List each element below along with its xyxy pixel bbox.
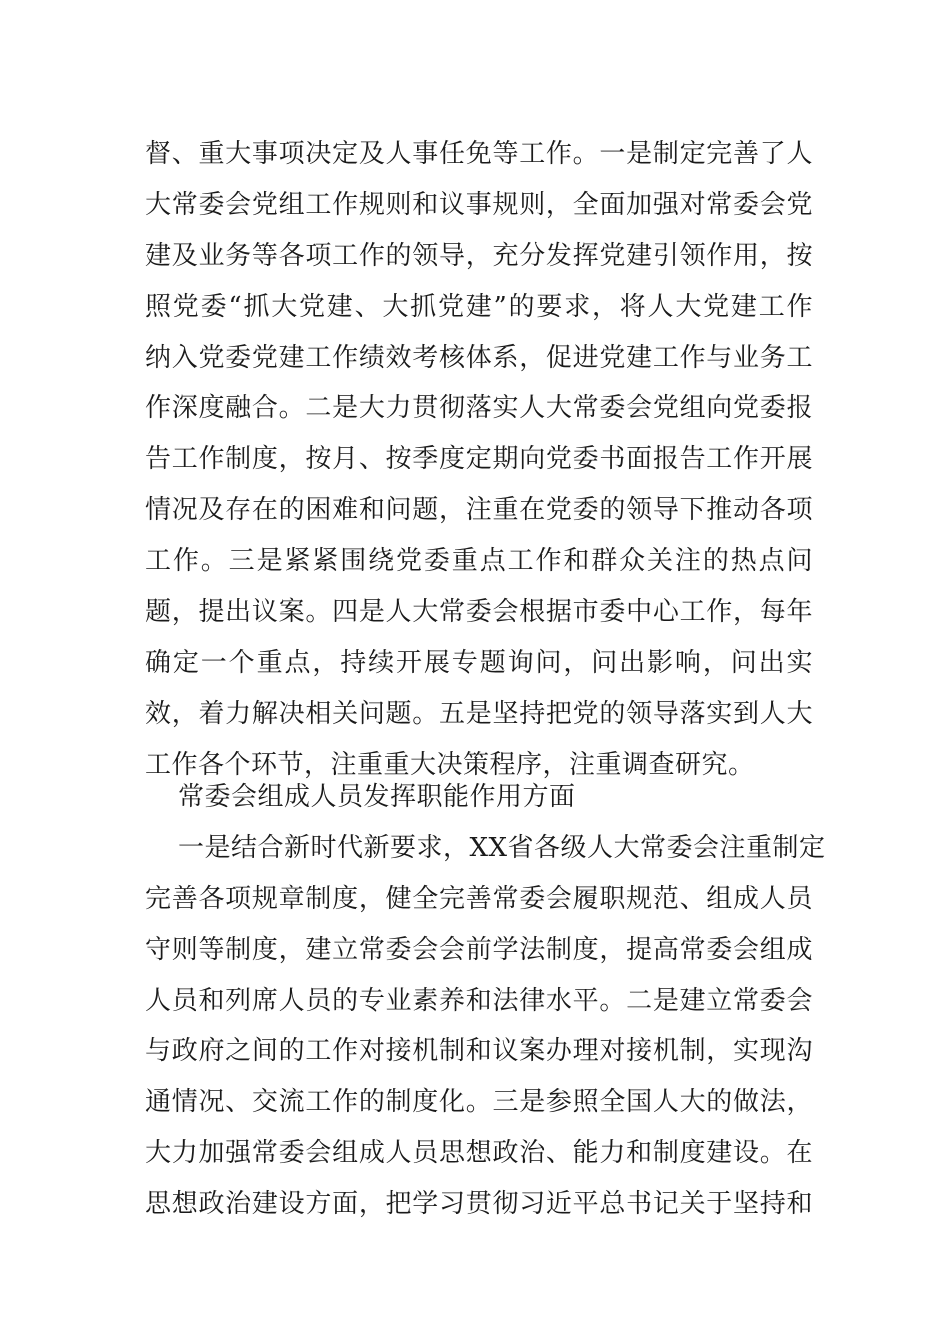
text-line: 督、重大事项决定及人事任免等工作。一是制定完善了人 (145, 139, 813, 169)
section-heading: 常委会组成人员发挥职能作用方面 (178, 782, 576, 812)
text-line: 纳入党委党建工作绩效考核体系，促进党建工作与业务工 (145, 342, 813, 373)
text-line: 思想政治建设方面，把学习贯彻习近平总书记关于坚持和 (145, 1189, 813, 1220)
text-line: 情况及存在的困难和问题，注重在党委的领导下推动各项 (145, 495, 813, 526)
text-line: 题，提出议案。四是人大常委会根据市委中心工作，每年 (145, 597, 813, 628)
text-line: 大常委会党组工作规则和议事规则，全面加强对常委会党 (145, 189, 813, 220)
text-line: 与政府之间的工作对接机制和议案办理对接机制，实现沟 (145, 1036, 813, 1067)
text-line: 建及业务等各项工作的领导，充分发挥党建引领作用，按 (145, 240, 813, 271)
text-line: 效，着力解决相关问题。五是坚持把党的领导落实到人大 (145, 698, 813, 729)
text-line: 人员和列席人员的专业素养和法律水平。二是建立常委会 (145, 985, 813, 1016)
text-line: 守则等制度，建立常委会会前学法制度，提高常委会组成 (145, 934, 813, 965)
text-line: 完善各项规章制度，健全完善常委会履职规范、组成人员 (145, 883, 813, 914)
text-line: 工作。三是紧紧围绕党委重点工作和群众关注的热点问 (145, 546, 813, 577)
text-line: 照党委“抓大党建、大抓党建”的要求，将人大党建工作 (145, 291, 813, 322)
text-line: 确定一个重点，持续开展专题询问，问出影响，问出实 (145, 647, 813, 678)
text-line: 告工作制度，按月、按季度定期向党委书面报告工作开展 (145, 444, 813, 475)
text-line: 作深度融合。二是大力贯彻落实人大常委会党组向党委报 (145, 393, 813, 424)
section-2 (145, 772, 826, 1230)
paragraph-1 (145, 129, 813, 791)
text-line: 通情况、交流工作的制度化。三是参照全国人大的做法， (145, 1087, 813, 1118)
text-line: 大力加强常委会组成人员思想政治、能力和制度建设。在 (145, 1138, 813, 1169)
text-line: 一是结合新时代新要求，XX省各级人大常委会注重制定 (178, 832, 826, 863)
text-line: 工作各个环节，注重重大决策程序，注重调查研究。 (145, 749, 755, 780)
